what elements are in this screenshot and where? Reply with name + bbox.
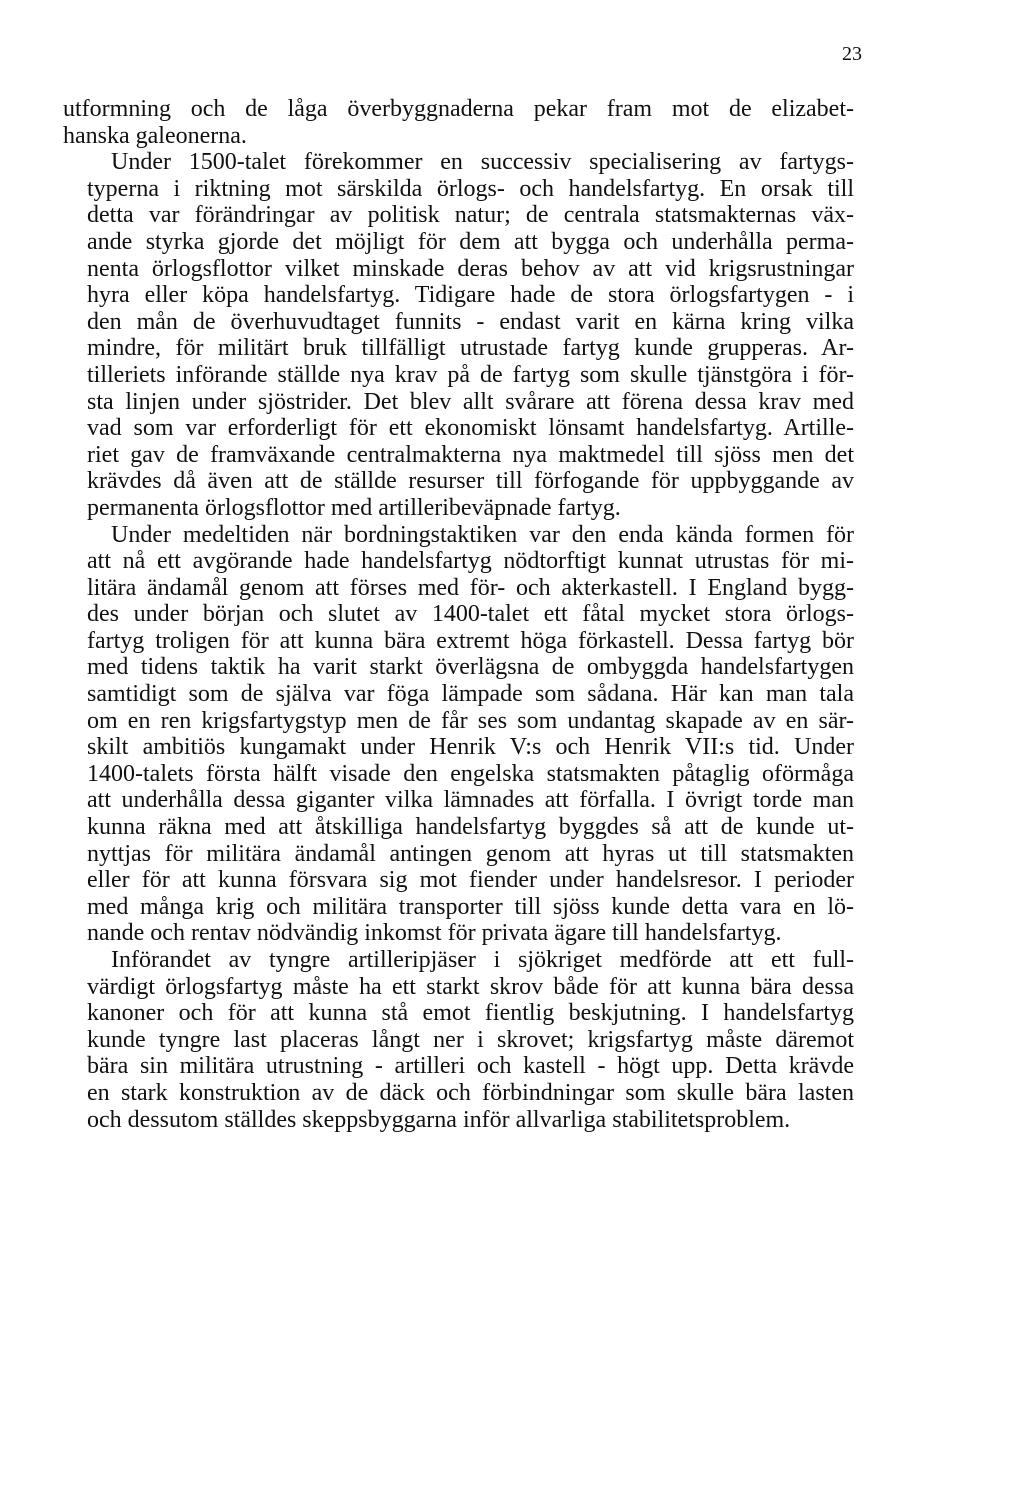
- text-line: ande styrka gjorde det möjligt för dem att bygga och underhålla perma-: [87, 228, 854, 255]
- text-line: bära sin militära utrustning - artilleri och kastell - högt upp. Detta krävde: [87, 1053, 854, 1080]
- text-line: nyttjas för militära ändamål antingen genom att hyras ut till statsmakten: [87, 840, 854, 867]
- text-line: hanska galeonerna.: [63, 122, 247, 149]
- text-line: kanoner och för att kunna stå emot fientlig beskjutning. I handelsfartyg: [87, 1000, 854, 1027]
- text-line: hyra eller köpa handelsfartyg. Tidigare hade de stora örlogsfartygen - i: [87, 282, 854, 309]
- text-line: samtidigt som de själva var föga lämpade som sådana. Här kan man tala: [87, 681, 854, 708]
- body-text: [63, 96, 854, 1133]
- text-line: tilleriets införande ställde nya krav på de fartyg som skulle tjänstgöra i för-: [87, 361, 854, 388]
- text-line: Under medeltiden när bordningstaktiken var den enda kända formen för: [111, 521, 854, 548]
- text-line: Införandet av tyngre artilleripjäser i sjökriget medförde att ett full-: [111, 947, 854, 973]
- text-line: Under 1500-talet förekommer en successiv specialisering av fartygs-: [111, 149, 854, 176]
- text-line: och dessutom ställdes skeppsbyggarna inför allvarliga stabilitetsproblem.: [87, 1106, 791, 1133]
- text-line: kunde tyngre last placeras långt ner i skrovet; krigsfartyg måste däremot: [87, 1026, 854, 1053]
- text-line: litära ändamål genom att förses med för- och akterkastell. I England bygg-: [87, 574, 854, 601]
- text-line: fartyg troligen för att kunna bära extremt höga förkastell. Dessa fartyg bör: [87, 627, 854, 654]
- paragraph: [63, 149, 854, 521]
- text-line: med tidens taktik ha varit starkt överlägsna de ombyggda handelsfartygen: [87, 654, 854, 681]
- paragraph: [63, 947, 854, 1133]
- paragraph: [63, 522, 854, 948]
- text-line: riet gav de framväxande centralmakterna nya maktmedel till sjöss men det: [87, 441, 854, 468]
- text-line: 1400-talets första hälft visade den engelska statsmakten påtaglig oförmåga: [87, 760, 854, 787]
- text-line: vad som var erforderligt för ett ekonomiskt lönsamt handelsfartyg. Artille-: [87, 415, 854, 442]
- text-line: värdigt örlogsfartyg måste ha ett starkt skrov både för att kunna bära dessa: [87, 973, 854, 1000]
- paragraph: [63, 96, 854, 149]
- text-line: skilt ambitiös kungamakt under Henrik V:s och Henrik VII:s tid. Under: [87, 734, 854, 761]
- text-line: typerna i riktning mot särskilda örlogs- och handelsfartyg. En orsak till: [87, 175, 854, 202]
- text-line: eller för att kunna försvara sig mot fiender under handelsresor. I perioder: [87, 867, 854, 894]
- text-line: kunna räkna med att åtskilliga handelsfartyg byggdes så att de kunde ut-: [87, 814, 854, 841]
- text-line: mindre, för militärt bruk tillfälligt utrustade fartyg kunde grupperas. Ar-: [87, 335, 854, 362]
- text-line: att underhålla dessa giganter vilka lämnades att förfalla. I övrigt torde man: [87, 787, 854, 814]
- text-line: permanenta örlogsflottor med artilleribeväpnade fartyg.: [87, 494, 621, 521]
- text-line: utformning och de låga överbyggnaderna pekar fram mot de elizabet-: [63, 96, 854, 122]
- page-number: 23: [842, 43, 862, 65]
- text-line: nande och rentav nödvändig inkomst för privata ägare till handelsfartyg.: [87, 920, 782, 947]
- text-line: att nå ett avgörande hade handelsfartyg nödtorftigt kunnat utrustas för mi-: [87, 548, 854, 575]
- text-line: krävdes då även att de ställde resurser till förfogande för uppbyggande av: [87, 468, 854, 495]
- text-line: sta linjen under sjöstrider. Det blev allt svårare att förena dessa krav med: [87, 388, 854, 415]
- text-line: den mån de överhuvudtaget funnits - endast varit en kärna kring vilka: [87, 308, 854, 335]
- text-line: en stark konstruktion av de däck och förbindningar som skulle bära lasten: [87, 1079, 854, 1106]
- text-line: detta var förändringar av politisk natur; de centrala statsmakternas väx-: [87, 202, 854, 229]
- text-line: med många krig och militära transporter till sjöss kunde detta vara en lö-: [87, 893, 854, 920]
- text-line: nenta örlogsflottor vilket minskade deras behov av att vid krigsrustningar: [87, 255, 854, 282]
- text-line: des under början och slutet av 1400-talet ett fåtal mycket stora örlogs-: [87, 601, 854, 628]
- text-line: om en ren krigsfartygstyp men de får ses som undantag skapade av en sär-: [87, 707, 854, 734]
